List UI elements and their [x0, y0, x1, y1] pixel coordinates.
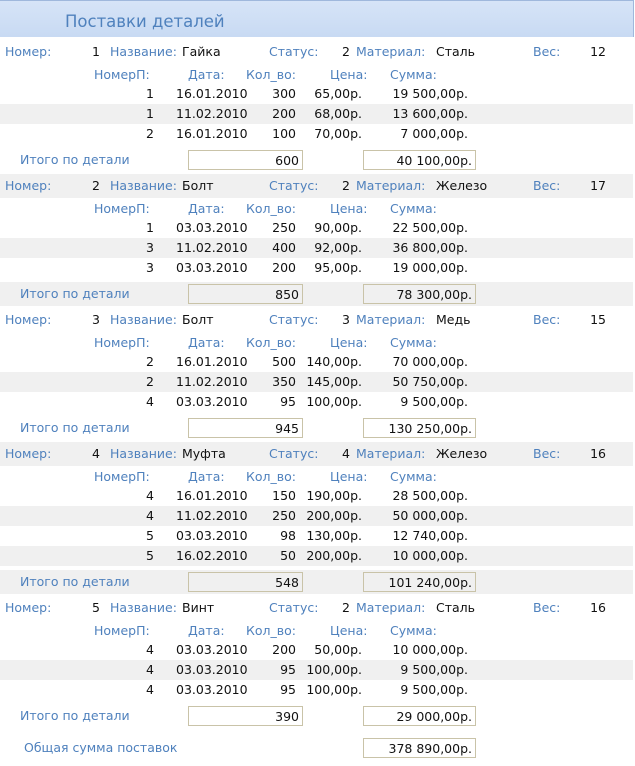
part-total-qty: 600 — [188, 150, 303, 170]
cell-supplier: 1 — [146, 86, 154, 101]
part-status: 2 — [342, 178, 350, 193]
part-material: Сталь — [436, 44, 476, 59]
cell-date: 03.03.2010 — [176, 642, 248, 657]
status-label: Статус: — [269, 312, 319, 327]
col-qty: Кол_во: — [246, 335, 296, 350]
column-headers — [0, 620, 633, 640]
name-label: Название: — [110, 600, 177, 615]
cell-sum: 19 000,00р. — [392, 260, 468, 275]
part-material: Сталь — [436, 600, 476, 615]
report-footer — [0, 736, 633, 762]
part-total-sum: 130 250,00р. — [363, 418, 476, 438]
cell-sum: 19 500,00р. — [392, 86, 468, 101]
cell-sum: 50 750,00р. — [392, 374, 468, 389]
part-material: Железо — [436, 178, 488, 193]
cell-date: 11.02.2010 — [176, 374, 248, 389]
cell-price: 65,00р. — [314, 86, 362, 101]
status-label: Статус: — [269, 178, 319, 193]
cell-sum: 22 500,00р. — [392, 220, 468, 235]
table-row — [0, 392, 633, 412]
part-total-label: Итого по детали — [20, 708, 130, 723]
cell-price: 50,00р. — [314, 642, 362, 657]
cell-sum: 36 800,00р. — [392, 240, 468, 255]
column-headers — [0, 198, 633, 218]
part-status: 4 — [342, 446, 350, 461]
col-supplier: НомерП: — [94, 469, 150, 484]
column-headers — [0, 332, 633, 352]
table-row — [0, 124, 633, 144]
name-label: Название: — [110, 178, 177, 193]
part-group — [0, 174, 633, 308]
part-header — [0, 308, 633, 332]
cell-date: 16.01.2010 — [176, 86, 248, 101]
part-total-qty: 548 — [188, 572, 303, 592]
col-qty: Кол_во: — [246, 469, 296, 484]
grand-total-value: 378 890,00р. — [363, 738, 476, 758]
table-row — [0, 84, 633, 104]
cell-supplier: 4 — [146, 642, 154, 657]
cell-qty: 250 — [272, 220, 296, 235]
col-supplier: НомерП: — [94, 67, 150, 82]
cell-price: 92,00р. — [314, 240, 362, 255]
part-material: Медь — [436, 312, 471, 327]
table-row — [0, 506, 633, 526]
cell-date: 11.02.2010 — [176, 106, 248, 121]
cell-qty: 95 — [280, 662, 296, 677]
cell-supplier: 3 — [146, 240, 154, 255]
column-headers — [0, 64, 633, 84]
part-number: 3 — [92, 312, 100, 327]
cell-supplier: 2 — [146, 374, 154, 389]
col-qty: Кол_во: — [246, 201, 296, 216]
cell-price: 100,00р. — [306, 394, 362, 409]
col-sum: Сумма: — [390, 623, 437, 638]
cell-sum: 70 000,00р. — [392, 354, 468, 369]
part-weight: 12 — [590, 44, 606, 59]
table-row — [0, 680, 633, 700]
table-row — [0, 486, 633, 506]
part-total-sum: 78 300,00р. — [363, 284, 476, 304]
cell-supplier: 4 — [146, 662, 154, 677]
status-label: Статус: — [269, 446, 319, 461]
part-group — [0, 40, 633, 174]
number-label: Номер: — [5, 446, 52, 461]
cell-qty: 95 — [280, 682, 296, 697]
col-date: Дата: — [188, 623, 225, 638]
part-footer — [0, 282, 633, 306]
cell-date: 03.03.2010 — [176, 528, 248, 543]
table-row — [0, 640, 633, 660]
cell-qty: 98 — [280, 528, 296, 543]
cell-date: 03.03.2010 — [176, 662, 248, 677]
cell-price: 200,00р. — [306, 508, 362, 523]
part-total-qty: 945 — [188, 418, 303, 438]
grand-total-label: Общая сумма поставок — [24, 740, 178, 755]
cell-sum: 10 000,00р. — [392, 548, 468, 563]
part-total-qty: 850 — [188, 284, 303, 304]
status-label: Статус: — [269, 600, 319, 615]
material-label: Материал: — [356, 446, 426, 461]
part-status: 3 — [342, 312, 350, 327]
part-total-sum: 101 240,00р. — [363, 572, 476, 592]
part-weight: 16 — [590, 600, 606, 615]
cell-price: 190,00р. — [306, 488, 362, 503]
name-label: Название: — [110, 446, 177, 461]
part-total-qty: 390 — [188, 706, 303, 726]
weight-label: Вес: — [533, 600, 561, 615]
col-date: Дата: — [188, 67, 225, 82]
cell-price: 200,00р. — [306, 548, 362, 563]
cell-supplier: 1 — [146, 220, 154, 235]
cell-supplier: 4 — [146, 508, 154, 523]
col-sum: Сумма: — [390, 201, 437, 216]
part-footer — [0, 416, 633, 440]
col-price: Цена: — [330, 201, 368, 216]
cell-date: 11.02.2010 — [176, 508, 248, 523]
part-name: Винт — [182, 600, 215, 615]
col-supplier: НомерП: — [94, 335, 150, 350]
material-label: Материал: — [356, 312, 426, 327]
cell-sum: 9 500,00р. — [400, 394, 468, 409]
cell-date: 16.02.2010 — [176, 548, 248, 563]
cell-price: 70,00р. — [314, 126, 362, 141]
part-total-label: Итого по детали — [20, 286, 130, 301]
cell-qty: 400 — [272, 240, 296, 255]
weight-label: Вес: — [533, 446, 561, 461]
col-sum: Сумма: — [390, 67, 437, 82]
cell-price: 95,00р. — [314, 260, 362, 275]
weight-label: Вес: — [533, 44, 561, 59]
col-date: Дата: — [188, 335, 225, 350]
part-number: 2 — [92, 178, 100, 193]
cell-date: 03.03.2010 — [176, 260, 248, 275]
col-price: Цена: — [330, 67, 368, 82]
cell-price: 90,00р. — [314, 220, 362, 235]
cell-supplier: 2 — [146, 354, 154, 369]
col-sum: Сумма: — [390, 335, 437, 350]
cell-sum: 28 500,00р. — [392, 488, 468, 503]
part-weight: 16 — [590, 446, 606, 461]
cell-date: 16.01.2010 — [176, 126, 248, 141]
part-header — [0, 596, 633, 620]
table-row — [0, 546, 633, 566]
cell-supplier: 2 — [146, 126, 154, 141]
cell-qty: 150 — [272, 488, 296, 503]
part-header — [0, 174, 633, 198]
cell-sum: 12 740,00р. — [392, 528, 468, 543]
report-header — [0, 0, 634, 37]
cell-price: 145,00р. — [306, 374, 362, 389]
table-row — [0, 104, 633, 124]
cell-date: 03.03.2010 — [176, 682, 248, 697]
part-group — [0, 308, 633, 442]
cell-date: 16.01.2010 — [176, 354, 248, 369]
number-label: Номер: — [5, 312, 52, 327]
col-qty: Кол_во: — [246, 623, 296, 638]
cell-supplier: 5 — [146, 548, 154, 563]
part-number: 1 — [92, 44, 100, 59]
cell-sum: 9 500,00р. — [400, 682, 468, 697]
cell-sum: 50 000,00р. — [392, 508, 468, 523]
cell-sum: 9 500,00р. — [400, 662, 468, 677]
part-total-label: Итого по детали — [20, 420, 130, 435]
cell-qty: 100 — [272, 126, 296, 141]
cell-qty: 250 — [272, 508, 296, 523]
cell-sum: 10 000,00р. — [392, 642, 468, 657]
col-sum: Сумма: — [390, 469, 437, 484]
table-row — [0, 258, 633, 278]
cell-sum: 13 600,00р. — [392, 106, 468, 121]
part-number: 4 — [92, 446, 100, 461]
cell-date: 03.03.2010 — [176, 220, 248, 235]
col-price: Цена: — [330, 469, 368, 484]
part-weight: 17 — [590, 178, 606, 193]
part-footer — [0, 148, 633, 172]
part-total-sum: 29 000,00р. — [363, 706, 476, 726]
part-header — [0, 40, 633, 64]
col-supplier: НомерП: — [94, 623, 150, 638]
part-header — [0, 442, 633, 466]
cell-price: 68,00р. — [314, 106, 362, 121]
col-supplier: НомерП: — [94, 201, 150, 216]
part-status: 2 — [342, 600, 350, 615]
col-price: Цена: — [330, 623, 368, 638]
name-label: Название: — [110, 44, 177, 59]
part-total-label: Итого по детали — [20, 574, 130, 589]
col-date: Дата: — [188, 469, 225, 484]
part-total-sum: 40 100,00р. — [363, 150, 476, 170]
column-headers — [0, 466, 633, 486]
material-label: Материал: — [356, 178, 426, 193]
cell-supplier: 5 — [146, 528, 154, 543]
material-label: Материал: — [356, 600, 426, 615]
cell-supplier: 1 — [146, 106, 154, 121]
cell-qty: 50 — [280, 548, 296, 563]
part-name: Муфта — [182, 446, 226, 461]
cell-qty: 200 — [272, 106, 296, 121]
part-name: Гайка — [182, 44, 221, 59]
table-row — [0, 372, 633, 392]
cell-date: 16.01.2010 — [176, 488, 248, 503]
cell-qty: 200 — [272, 642, 296, 657]
number-label: Номер: — [5, 600, 52, 615]
number-label: Номер: — [5, 178, 52, 193]
part-group — [0, 596, 633, 730]
cell-price: 100,00р. — [306, 662, 362, 677]
part-total-label: Итого по детали — [20, 152, 130, 167]
part-name: Болт — [182, 312, 214, 327]
table-row — [0, 660, 633, 680]
table-row — [0, 526, 633, 546]
col-qty: Кол_во: — [246, 67, 296, 82]
part-weight: 15 — [590, 312, 606, 327]
report-title: Поставки деталей — [65, 12, 225, 31]
weight-label: Вес: — [533, 312, 561, 327]
table-row — [0, 238, 633, 258]
col-price: Цена: — [330, 335, 368, 350]
cell-date: 03.03.2010 — [176, 394, 248, 409]
table-row — [0, 218, 633, 238]
cell-qty: 200 — [272, 260, 296, 275]
cell-supplier: 4 — [146, 394, 154, 409]
part-number: 5 — [92, 600, 100, 615]
part-status: 2 — [342, 44, 350, 59]
table-row — [0, 352, 633, 372]
material-label: Материал: — [356, 44, 426, 59]
cell-price: 100,00р. — [306, 682, 362, 697]
part-footer — [0, 570, 633, 594]
cell-qty: 95 — [280, 394, 296, 409]
cell-supplier: 4 — [146, 488, 154, 503]
cell-qty: 300 — [272, 86, 296, 101]
part-footer — [0, 704, 633, 728]
col-date: Дата: — [188, 201, 225, 216]
cell-qty: 350 — [272, 374, 296, 389]
part-material: Железо — [436, 446, 488, 461]
cell-supplier: 3 — [146, 260, 154, 275]
cell-price: 140,00р. — [306, 354, 362, 369]
part-name: Болт — [182, 178, 214, 193]
cell-qty: 500 — [272, 354, 296, 369]
cell-sum: 7 000,00р. — [400, 126, 468, 141]
part-group — [0, 442, 633, 596]
number-label: Номер: — [5, 44, 52, 59]
cell-supplier: 4 — [146, 682, 154, 697]
weight-label: Вес: — [533, 178, 561, 193]
status-label: Статус: — [269, 44, 319, 59]
name-label: Название: — [110, 312, 177, 327]
cell-date: 11.02.2010 — [176, 240, 248, 255]
cell-price: 130,00р. — [306, 528, 362, 543]
